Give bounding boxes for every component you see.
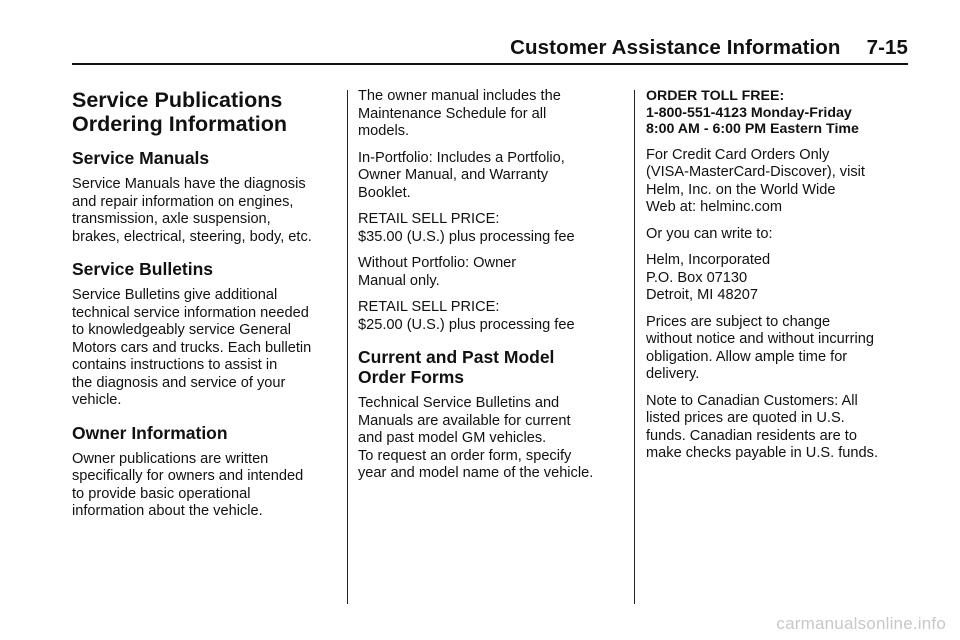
- order-forms-text: Technical Service Bulletins and Manuals are available for current and past model GM vehicles. To request an order form, specify year and model name of the vehicle.: [358, 395, 594, 481]
- credit-card-text: For Credit Card Orders Only (VISA-MasterCard-Discover), visit Helm, Inc. on the World Wide Web at: helminc.com: [646, 146, 865, 215]
- retail-price-portfolio: RETAIL SELL PRICE: $35.00 (U.S.) plus processing fee: [358, 211, 575, 245]
- column-2: [358, 88, 628, 492]
- page-header: [0, 36, 908, 60]
- in-portfolio-text: In-Portfolio: Includes a Portfolio, Owner Manual, and Warranty Booklet.: [358, 149, 565, 201]
- order-toll-free: ORDER TOLL FREE: 1-800-551-4123 Monday-Friday 8:00 AM - 6:00 PM Eastern Time: [646, 88, 859, 137]
- column-1: [72, 88, 342, 530]
- column-divider-1: [347, 90, 348, 604]
- canadian-note: Note to Canadian Customers: All listed prices are quoted in U.S. funds. Canadian residents are to make checks payable in U.S. funds.: [646, 392, 878, 461]
- mailing-address: Helm, Incorporated P.O. Box 07130 Detroit, MI 48207: [646, 252, 771, 303]
- retail-price-manual: RETAIL SELL PRICE: $25.00 (U.S.) plus processing fee: [358, 299, 575, 333]
- order-forms-heading: Current and Past Model Order Forms: [358, 347, 555, 387]
- service-bulletins-text: Service Bulletins give additional technical service information needed to knowledgeably service General Motors cars and trucks. Each bulletin contains instructions to assist in the diagnosis and service of your vehicle.: [72, 287, 312, 408]
- owner-information-heading: Owner Information: [72, 422, 228, 443]
- section-title: Customer Assistance Information: [510, 36, 841, 59]
- owner-information-text: Owner publications are written specifically for owners and intended to provide basic operational information about the vehicle.: [72, 450, 304, 519]
- service-manuals-text: Service Manuals have the diagnosis and repair information on engines, transmission, axle suspension, brakes, electrical, steering, body, etc.: [72, 176, 312, 245]
- prices-notice: Prices are subject to change without notice and without incurring obligation. Allow ample time for delivery.: [646, 313, 874, 382]
- without-portfolio-text: Without Portfolio: Owner Manual only.: [358, 255, 517, 289]
- write-to-text: Or you can write to:: [646, 225, 773, 242]
- column-divider-2: [634, 90, 635, 604]
- owner-manual-text: The owner manual includes the Maintenance Schedule for all models.: [358, 88, 561, 139]
- main-title: Service Publications Ordering Information: [72, 88, 287, 136]
- page-number: 7-15: [866, 36, 908, 59]
- service-bulletins-heading: Service Bulletins: [72, 259, 214, 279]
- watermark: carmanualsonline.info: [776, 614, 946, 633]
- service-manuals-heading: Service Manuals: [72, 148, 210, 168]
- header-rule: [72, 63, 908, 65]
- column-3: [646, 88, 908, 472]
